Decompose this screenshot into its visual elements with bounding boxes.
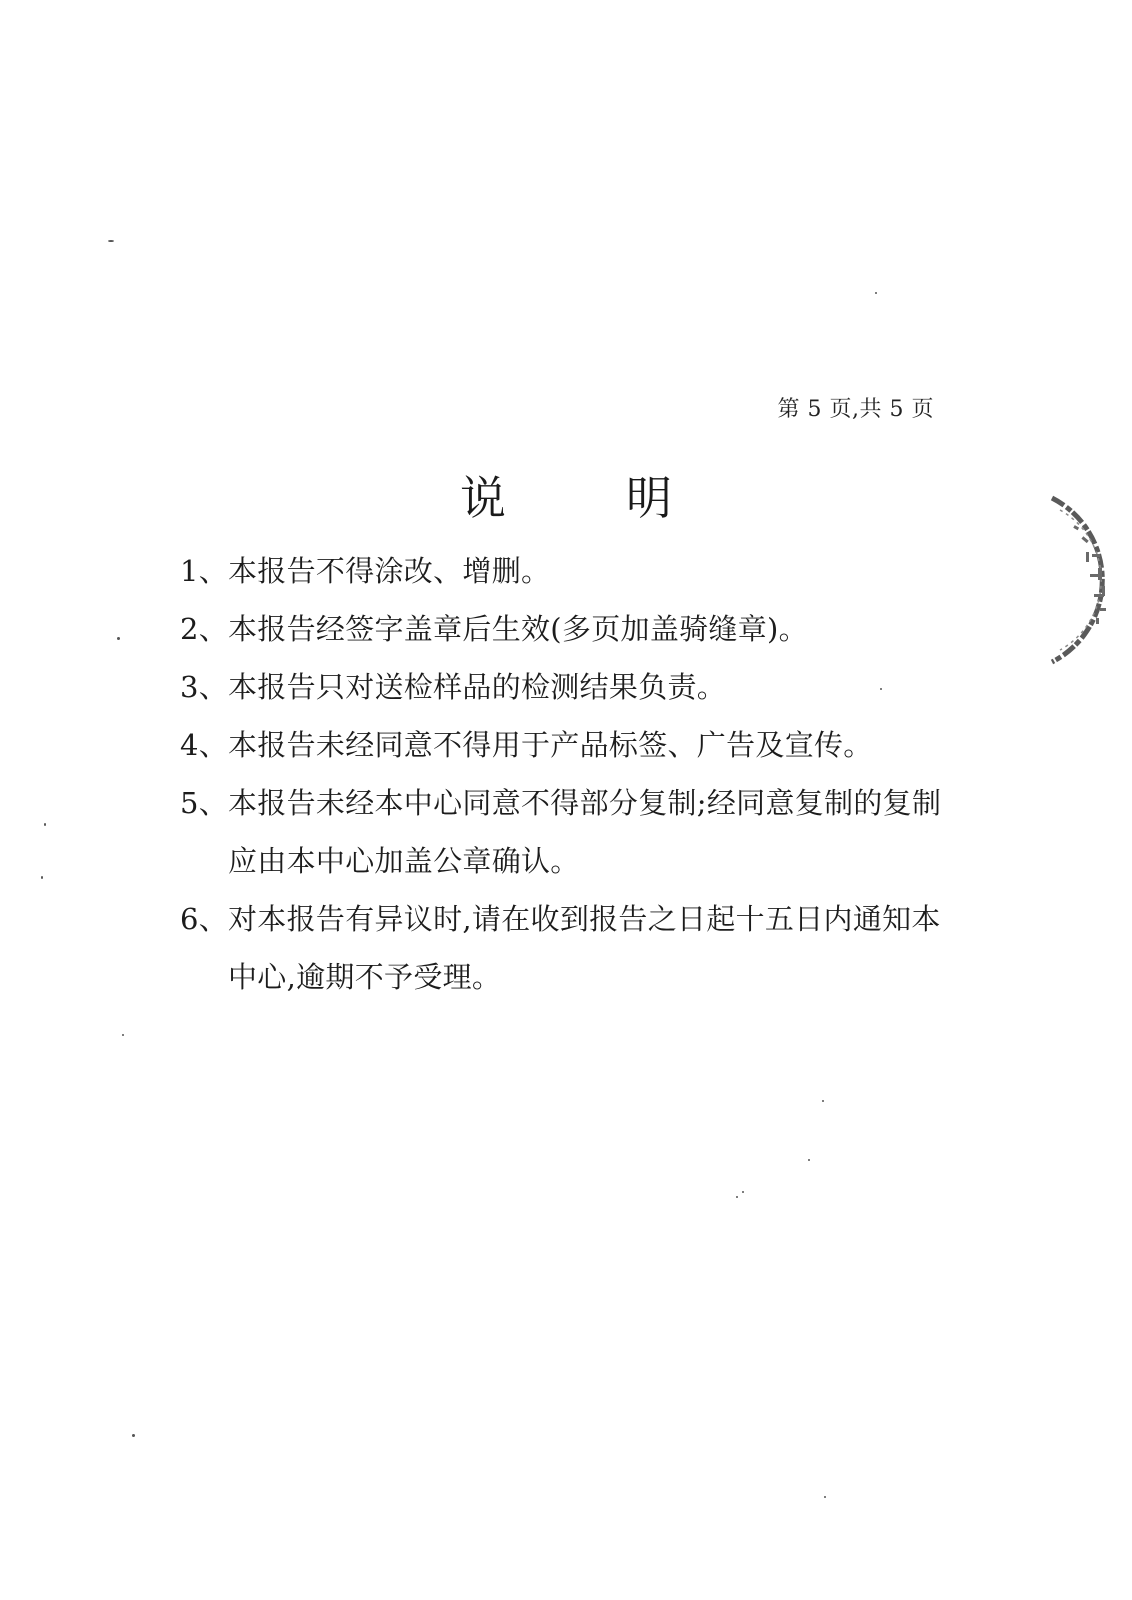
note-number: 2、 <box>180 612 229 646</box>
list-item <box>180 542 970 600</box>
note-number: 1、 <box>180 554 229 588</box>
list-item <box>180 658 970 716</box>
scan-speck <box>108 240 114 242</box>
partial-seal-icon <box>1042 490 1132 670</box>
scan-speck <box>736 1196 738 1198</box>
scan-speck <box>44 823 46 826</box>
note-number: 5、 <box>180 786 229 820</box>
note-number: 3、 <box>180 670 229 704</box>
scan-speck <box>824 1496 826 1498</box>
note-text: 本报告未经本中心同意不得部分复制;经同意复制的复制应由本中心加盖公章确认。 <box>228 786 942 878</box>
note-number: 6、 <box>180 902 229 936</box>
scan-speck <box>875 292 877 294</box>
scan-speck <box>808 1159 810 1161</box>
scan-speck <box>122 1034 124 1036</box>
note-text: 本报告不得涂改、增删。 <box>228 554 551 588</box>
list-item <box>180 890 970 1006</box>
list-item <box>180 600 970 658</box>
scan-speck <box>822 1100 824 1102</box>
page-number: 第 5 页,共 5 页 <box>777 397 934 422</box>
scan-speck <box>880 688 882 690</box>
list-item <box>180 774 970 890</box>
note-number: 4、 <box>180 728 229 762</box>
note-text: 本报告未经同意不得用于产品标签、广告及宣传。 <box>228 728 873 762</box>
scan-speck <box>41 876 43 879</box>
note-text: 对本报告有异议时,请在收到报告之日起十五日内通知本中心,逾期不予受理。 <box>228 902 941 994</box>
note-text: 本报告经签字盖章后生效(多页加盖骑缝章)。 <box>228 612 808 646</box>
scan-speck <box>742 1191 744 1193</box>
list-item <box>180 716 970 774</box>
notes-list <box>180 542 970 1006</box>
page-title: 说明 <box>460 471 792 525</box>
note-text: 本报告只对送检样品的检测结果负责。 <box>228 670 727 704</box>
scan-speck <box>132 1434 135 1437</box>
scan-speck <box>117 637 120 640</box>
